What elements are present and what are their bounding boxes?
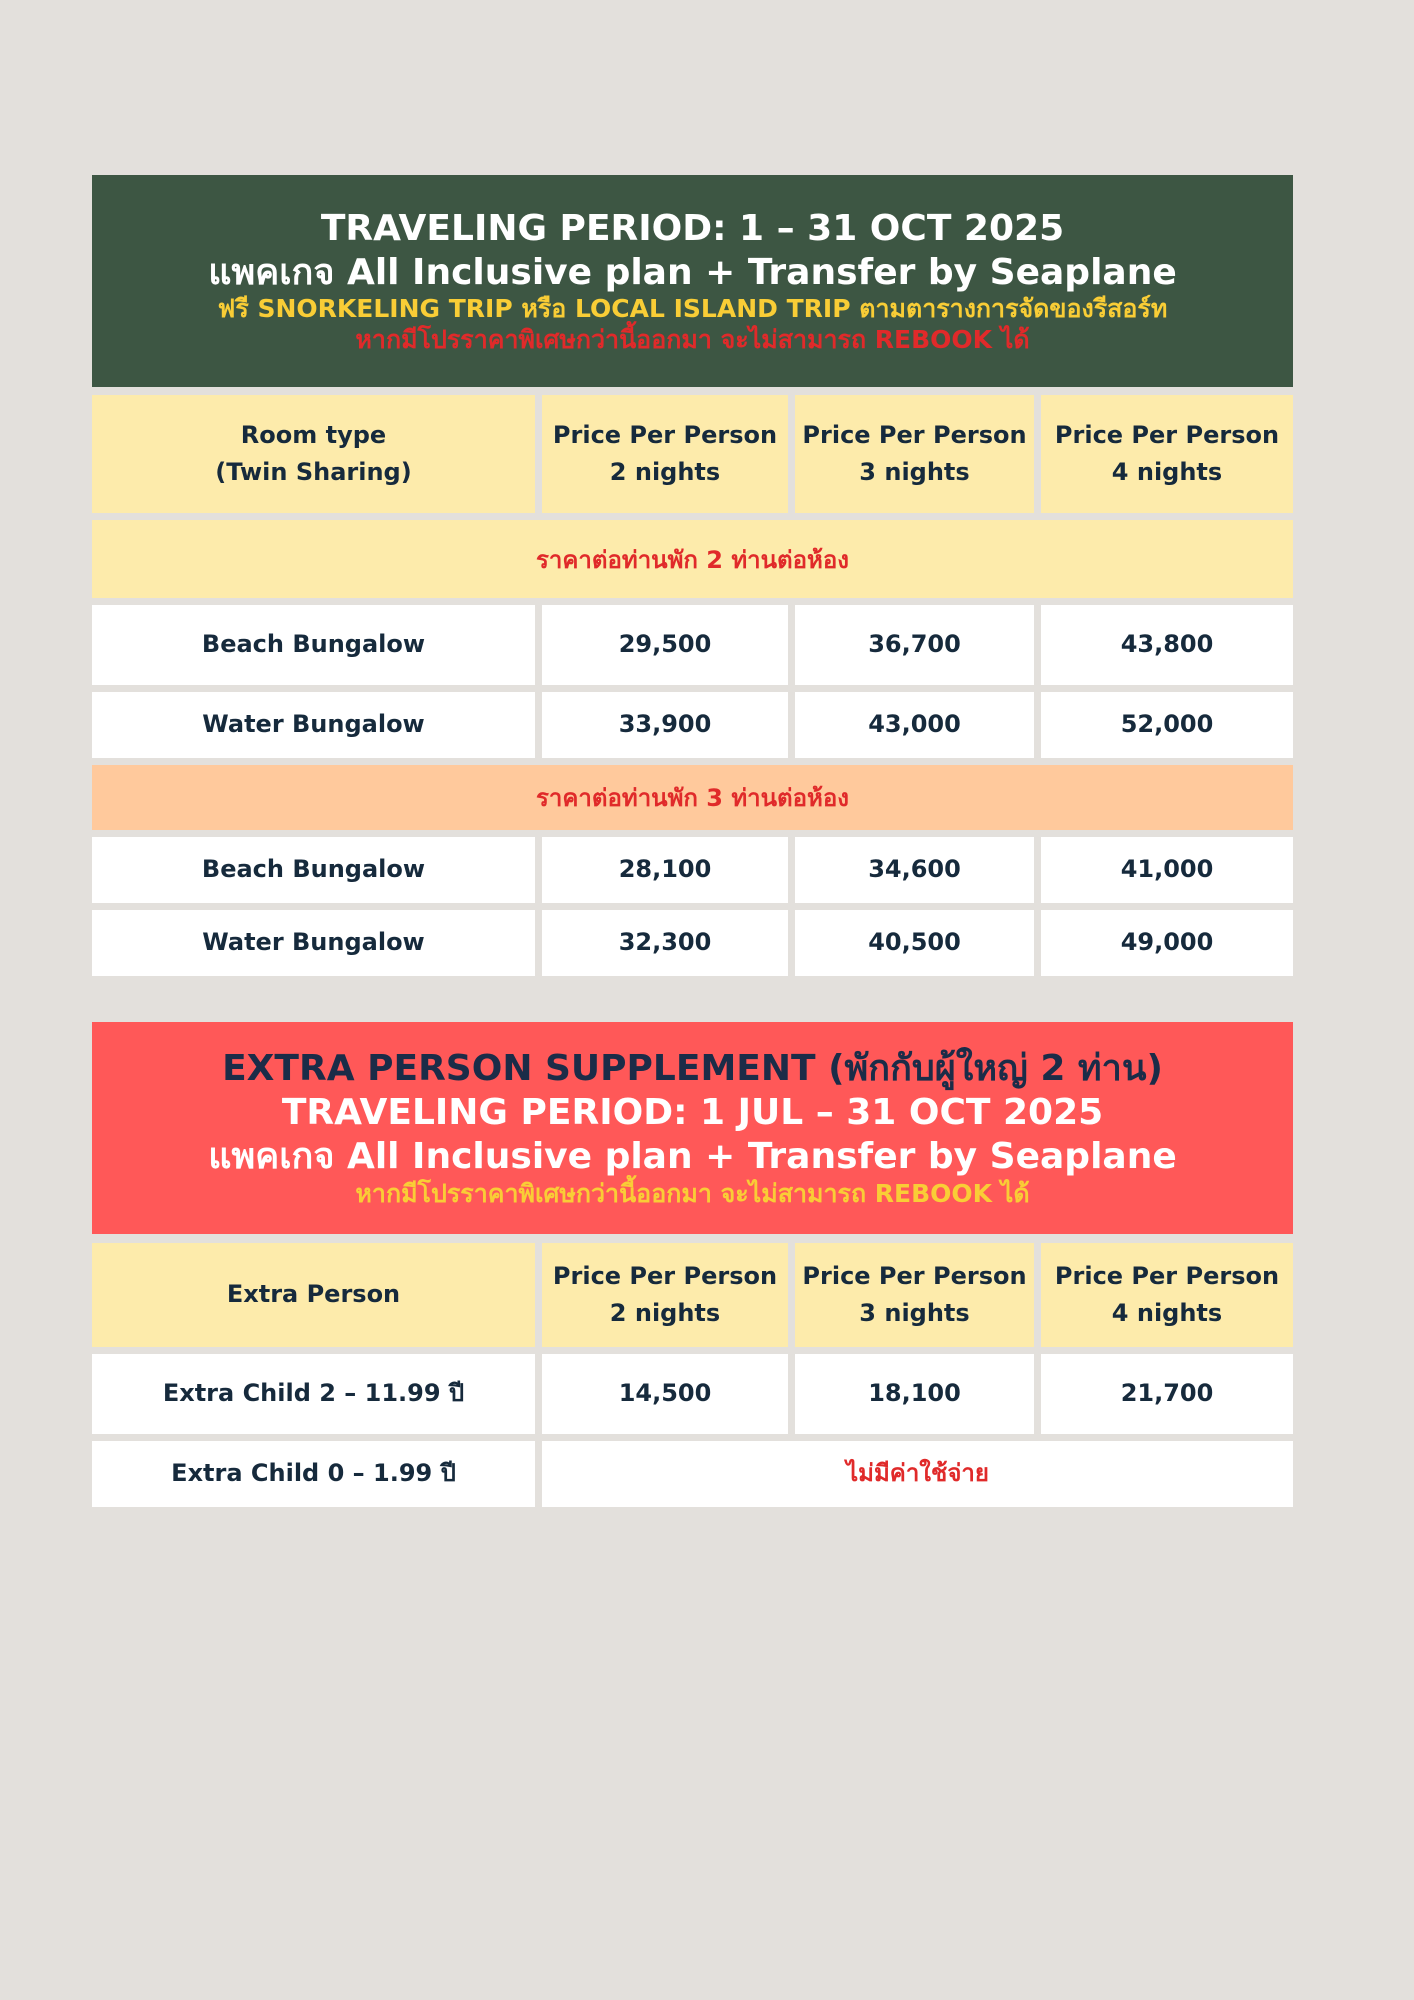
column-header-4-nights [1041, 1243, 1293, 1347]
column-header-line: (Twin Sharing) [215, 458, 412, 486]
room-type-cell: Water Bungalow [92, 910, 535, 976]
column-header-line: 4 nights [1111, 1299, 1223, 1327]
price-3-nights-cell: 40,500 [795, 910, 1034, 976]
price-3-nights-cell: 36,700 [795, 605, 1034, 685]
table-row [92, 692, 1293, 758]
column-header-2-nights [542, 395, 788, 513]
price-4-nights-cell: 49,000 [1041, 910, 1293, 976]
column-header-2-nights [542, 1243, 788, 1347]
price-4-nights-cell: 21,700 [1041, 1354, 1293, 1434]
room-type-cell: Beach Bungalow [92, 837, 535, 903]
section2-rebook-note: หากมีโปรราคาพิเศษกว่านี้ออกมา จะไม่สามารถ REBOOK ได้ [355, 1178, 1030, 1208]
price-2-nights-cell: 29,500 [542, 605, 788, 685]
price-4-nights-cell: 43,800 [1041, 605, 1293, 685]
column-header-3-nights [795, 395, 1034, 513]
column-header-line: 3 nights [859, 458, 970, 486]
column-header-line: 2 nights [609, 1299, 721, 1327]
section2-column-headers [92, 1243, 1293, 1347]
section2-supplement-title: EXTRA PERSON SUPPLEMENT (พักกับผู้ใหญ่ 2 ท่าน) [222, 1047, 1163, 1089]
table-row [92, 1441, 1293, 1507]
column-header-line: 4 nights [1111, 458, 1223, 486]
group-label-3-per-room: ราคาต่อท่านพัก 3 ท่านต่อห้อง [92, 765, 1293, 830]
table-row [92, 910, 1293, 976]
section1-column-headers [92, 395, 1293, 513]
column-header-line: Price Per Person [802, 420, 1027, 449]
column-header-room-type [92, 395, 535, 513]
table-row [92, 837, 1293, 903]
section1-package-title: แพคเกจ All Inclusive plan + Transfer by Seaplane [208, 251, 1177, 293]
column-header-line: Price Per Person [1054, 420, 1280, 449]
extra-person-cell: Extra Child 0 – 1.99 ปี [92, 1441, 535, 1507]
column-header-4-nights [1041, 395, 1293, 513]
price-2-nights-cell: 28,100 [542, 837, 788, 903]
price-3-nights-cell: 34,600 [795, 837, 1034, 903]
section1-free-trip-note: ฟรี SNORKELING TRIP หรือ LOCAL ISLAND TRIP ตามตารางการจัดของรีสอร์ท [217, 294, 1168, 324]
column-header-line: Price Per Person [552, 420, 778, 449]
price-4-nights-cell: 41,000 [1041, 837, 1293, 903]
column-header-line: Price Per Person [552, 1261, 778, 1290]
column-header-line: 2 nights [609, 458, 721, 486]
column-header-extra-person: Extra Person [92, 1243, 535, 1347]
price-2-nights-cell: 14,500 [542, 1354, 788, 1434]
room-type-cell: Water Bungalow [92, 692, 535, 758]
section2-package-title: แพคเกจ All Inclusive plan + Transfer by Seaplane [208, 1135, 1177, 1177]
column-header-line: Price Per Person [1054, 1261, 1280, 1290]
column-header-line: 3 nights [859, 1299, 970, 1327]
column-header-3-nights [795, 1243, 1034, 1347]
room-type-cell: Beach Bungalow [92, 605, 535, 685]
table-row [92, 605, 1293, 685]
extra-person-cell: Extra Child 2 – 11.99 ปี [92, 1354, 535, 1434]
price-2-nights-cell: 33,900 [542, 692, 788, 758]
column-header-line: Room type [240, 420, 387, 449]
price-4-nights-cell: 52,000 [1041, 692, 1293, 758]
section1-header [92, 175, 1293, 387]
group-label-2-per-room: ราคาต่อท่านพัก 2 ท่านต่อห้อง [92, 520, 1293, 598]
price-3-nights-cell: 43,000 [795, 692, 1034, 758]
section2-header [92, 1022, 1293, 1234]
price-3-nights-cell: 18,100 [795, 1354, 1034, 1434]
table-row [92, 1354, 1293, 1434]
section1-rebook-note: หากมีโปรราคาพิเศษกว่านี้ออกมา จะไม่สามารถ REBOOK ได้ [355, 324, 1030, 354]
no-charge-cell: ไม่มีค่าใช้จ่าย [542, 1441, 1293, 1507]
column-header-line: Price Per Person [802, 1261, 1027, 1290]
section2-period-title: TRAVELING PERIOD: 1 JUL – 31 OCT 2025 [281, 1091, 1104, 1133]
section1-period-title: TRAVELING PERIOD: 1 – 31 OCT 2025 [320, 207, 1065, 249]
price-2-nights-cell: 32,300 [542, 910, 788, 976]
